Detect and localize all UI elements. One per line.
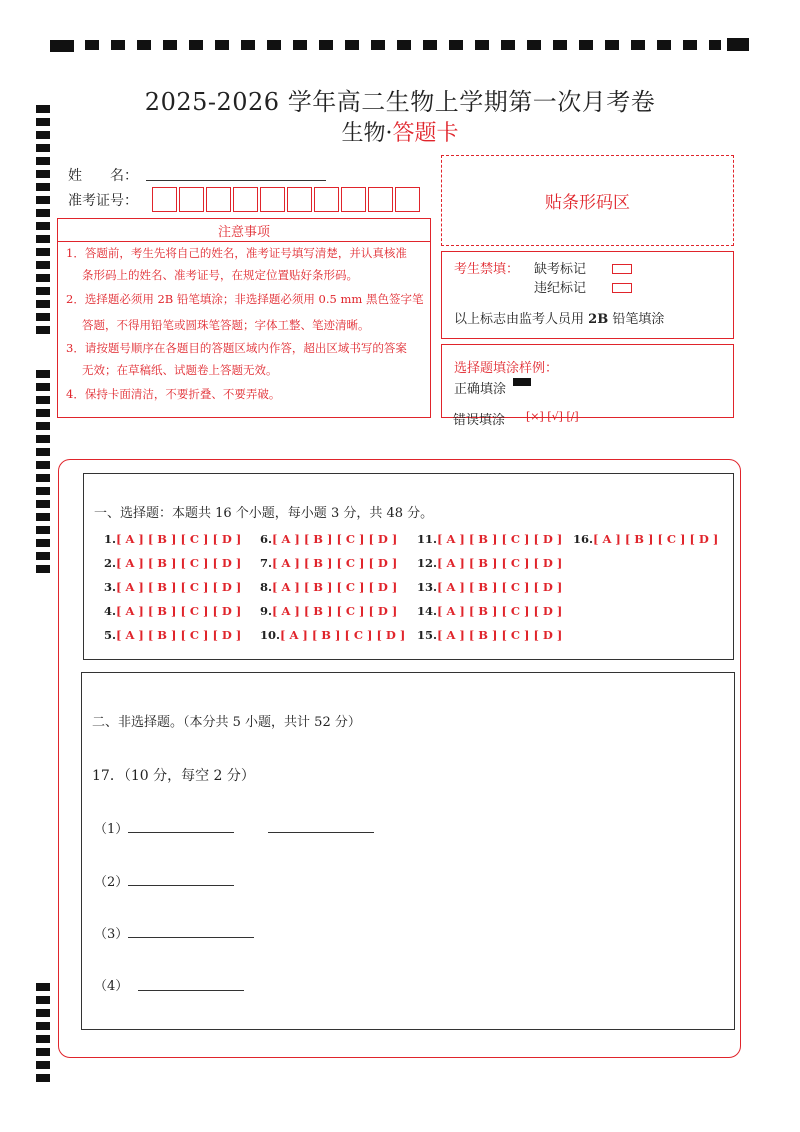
timing-mark <box>36 183 50 191</box>
wrong-fill-label: 错误填涂 <box>453 413 506 428</box>
mc-question-number: 14. <box>417 604 438 618</box>
mc-question-number: 8. <box>260 580 273 594</box>
blank-2-label: （2） <box>94 875 129 890</box>
timing-mark <box>36 409 50 417</box>
timing-mark <box>36 526 50 534</box>
blank-4-label: （4） <box>94 979 129 994</box>
note-3: 3．请按题号顺序在各题目的答题区域内作答，超出区域书写的答案 <box>66 341 407 355</box>
mc-options[interactable]: [ A ] [ B ] [ C ] [ D ] <box>116 556 242 570</box>
timing-mark <box>36 539 50 547</box>
section1-heading: 一、选择题：本题共 16 个小题，每小题 3 分，共 48 分。 <box>94 506 434 521</box>
barcode-area-label: 贴条形码区 <box>545 193 630 213</box>
section2-heading: 二、非选择题。（本分共 5 小题，共计 52 分） <box>92 715 361 730</box>
correct-fill-sample <box>513 378 531 386</box>
mc-options[interactable]: [ A ] [ B ] [ C ] [ D ] <box>437 604 563 618</box>
proctor-note: 以上标志由监考人员用 2B 铅笔填涂 <box>454 312 665 327</box>
violation-mark-box[interactable] <box>612 283 632 293</box>
timing-mark <box>36 396 50 404</box>
timing-mark <box>36 274 50 282</box>
mc-options[interactable]: [ A ] [ B ] [ C ] [ D ] <box>437 628 563 642</box>
notes-title-box: 注意事项 <box>57 218 431 242</box>
note-3-cont: 无效；在草稿纸、试题卷上答题无效。 <box>82 363 278 377</box>
mc-options[interactable]: [ A ] [ B ] [ C ] [ D ] <box>116 604 242 618</box>
timing-mark <box>36 435 50 443</box>
mc-question-4[interactable] <box>104 604 241 618</box>
mc-question-14[interactable] <box>417 604 562 618</box>
mc-question-12[interactable] <box>417 556 562 570</box>
mc-options[interactable]: [ A ] [ B ] [ C ] [ D ] <box>116 532 242 546</box>
timing-mark <box>36 383 50 391</box>
timing-mark <box>36 248 50 256</box>
mc-question-1[interactable] <box>104 532 241 546</box>
timing-mark <box>36 983 50 991</box>
timing-mark <box>36 1074 50 1082</box>
mc-options[interactable]: [ A ] [ B ] [ C ] [ D ] <box>116 580 242 594</box>
mc-question-number: 15. <box>417 628 438 642</box>
mc-question-11[interactable] <box>417 532 562 546</box>
correct-fill-label: 正确填涂 <box>454 382 507 397</box>
timing-mark <box>36 461 50 469</box>
note-2: 2．选择题必须用 2B 铅笔填涂；非选择题必须用 0.5 mm 黑色签字笔 <box>66 292 424 306</box>
name-field[interactable] <box>146 180 326 181</box>
timing-mark <box>36 565 50 573</box>
mc-question-number: 11. <box>417 532 438 546</box>
absent-mark-label: 缺考标记 <box>534 262 587 277</box>
mc-options[interactable]: [ A ] [ B ] [ C ] [ D ] <box>593 532 719 546</box>
note-2-cont: 答题，不得用铅笔或圆珠笔答题；字体工整、笔迹清晰。 <box>82 318 370 332</box>
sample-title: 选择题填涂样例： <box>454 361 559 376</box>
mc-question-number: 10. <box>260 628 281 642</box>
wrong-fill-samples: [×] [√] [/] <box>526 410 579 423</box>
mc-options[interactable]: [ A ] [ B ] [ C ] [ D ] <box>437 556 563 570</box>
timing-mark <box>36 1035 50 1043</box>
mc-options[interactable]: [ A ] [ B ] [ C ] [ D ] <box>272 604 398 618</box>
question-17-title: 17．（10 分，每空 2 分） <box>92 768 255 784</box>
timing-mark <box>36 1009 50 1017</box>
mc-question-number: 1. <box>104 532 117 546</box>
timing-mark <box>36 552 50 560</box>
notes-box <box>57 241 431 418</box>
answer-blank-1a[interactable] <box>128 832 234 833</box>
timing-mark <box>36 209 50 217</box>
blank-1-label: （1） <box>94 822 129 837</box>
timing-mark <box>36 222 50 230</box>
timing-mark <box>36 1048 50 1056</box>
mc-question-number: 3. <box>104 580 117 594</box>
mc-question-5[interactable] <box>104 628 241 642</box>
timing-mark <box>36 422 50 430</box>
mc-question-15[interactable] <box>417 628 562 642</box>
timing-mark <box>36 157 50 165</box>
exam-id-label: 准考证号： <box>68 193 138 209</box>
mc-question-number: 12. <box>417 556 438 570</box>
note-1-cont: 条形码上的姓名、准考证号，在规定位置贴好条形码。 <box>82 268 358 282</box>
card-subtitle: 生物·答题卡 <box>341 121 459 146</box>
note-4: 4．保持卡面清洁，不要折叠、不要弄破。 <box>66 387 281 401</box>
mc-question-number: 9. <box>260 604 273 618</box>
answer-blank-4[interactable] <box>138 990 244 991</box>
timing-mark <box>36 287 50 295</box>
mc-options[interactable]: [ A ] [ B ] [ C ] [ D ] <box>280 628 406 642</box>
timing-mark <box>36 313 50 321</box>
mc-question-8[interactable] <box>260 580 397 594</box>
barcode-area <box>441 155 734 246</box>
timing-mark <box>36 196 50 204</box>
sample-box <box>441 344 734 418</box>
mc-options[interactable]: [ A ] [ B ] [ C ] [ D ] <box>272 580 398 594</box>
mc-question-10[interactable] <box>260 628 405 642</box>
timing-mark <box>36 487 50 495</box>
name-label: 姓 名： <box>68 168 138 184</box>
exam-title: 2025-2026 学年高二生物上学期第一次月考卷 <box>144 88 656 116</box>
violation-mark-label: 违纪标记 <box>534 281 587 296</box>
timing-mark <box>36 474 50 482</box>
mc-question-9[interactable] <box>260 604 397 618</box>
mc-question-6[interactable] <box>260 532 397 546</box>
timing-mark <box>36 1022 50 1030</box>
timing-mark <box>36 326 50 334</box>
mc-question-number: 4. <box>104 604 117 618</box>
mc-question-number: 16. <box>573 532 594 546</box>
timing-mark <box>36 170 50 178</box>
timing-mark <box>36 1061 50 1069</box>
timing-mark <box>36 370 50 378</box>
free-response-section <box>81 672 735 1030</box>
note-1: 1．答题前，考生先将自己的姓名，准考证号填写清楚，并认真核准 <box>66 246 407 260</box>
answer-blank-3[interactable] <box>128 937 254 938</box>
mc-options[interactable]: [ A ] [ B ] [ C ] [ D ] <box>437 580 563 594</box>
blank-3-label: （3） <box>94 927 129 942</box>
answer-blank-1b[interactable] <box>268 832 374 833</box>
absent-mark-box[interactable] <box>612 264 632 274</box>
mc-question-number: 13. <box>417 580 438 594</box>
proctor-box: 考生禁填： 缺考标记 违纪标记 以上标志由监考人员用 2B 铅笔填涂 <box>441 251 734 339</box>
timing-mark <box>36 300 50 308</box>
mc-options[interactable]: [ A ] [ B ] [ C ] [ D ] <box>116 628 242 642</box>
mc-question-number: 7. <box>260 556 273 570</box>
mc-question-2[interactable] <box>104 556 241 570</box>
timing-mark <box>36 500 50 508</box>
timing-mark <box>36 448 50 456</box>
mc-question-3[interactable] <box>104 580 241 594</box>
timing-mark <box>36 996 50 1004</box>
mc-question-number: 2. <box>104 556 117 570</box>
mc-question-7[interactable] <box>260 556 397 570</box>
timing-mark <box>36 261 50 269</box>
mc-options[interactable]: [ A ] [ B ] [ C ] [ D ] <box>437 532 563 546</box>
mc-question-number: 5. <box>104 628 117 642</box>
mc-options[interactable]: [ A ] [ B ] [ C ] [ D ] <box>272 556 398 570</box>
answer-blank-2[interactable] <box>128 885 234 886</box>
timing-mark <box>36 513 50 521</box>
mc-options[interactable]: [ A ] [ B ] [ C ] [ D ] <box>272 532 398 546</box>
mc-question-16[interactable] <box>573 532 718 546</box>
mc-question-13[interactable] <box>417 580 562 594</box>
mc-question-number: 6. <box>260 532 273 546</box>
timing-mark <box>36 235 50 243</box>
